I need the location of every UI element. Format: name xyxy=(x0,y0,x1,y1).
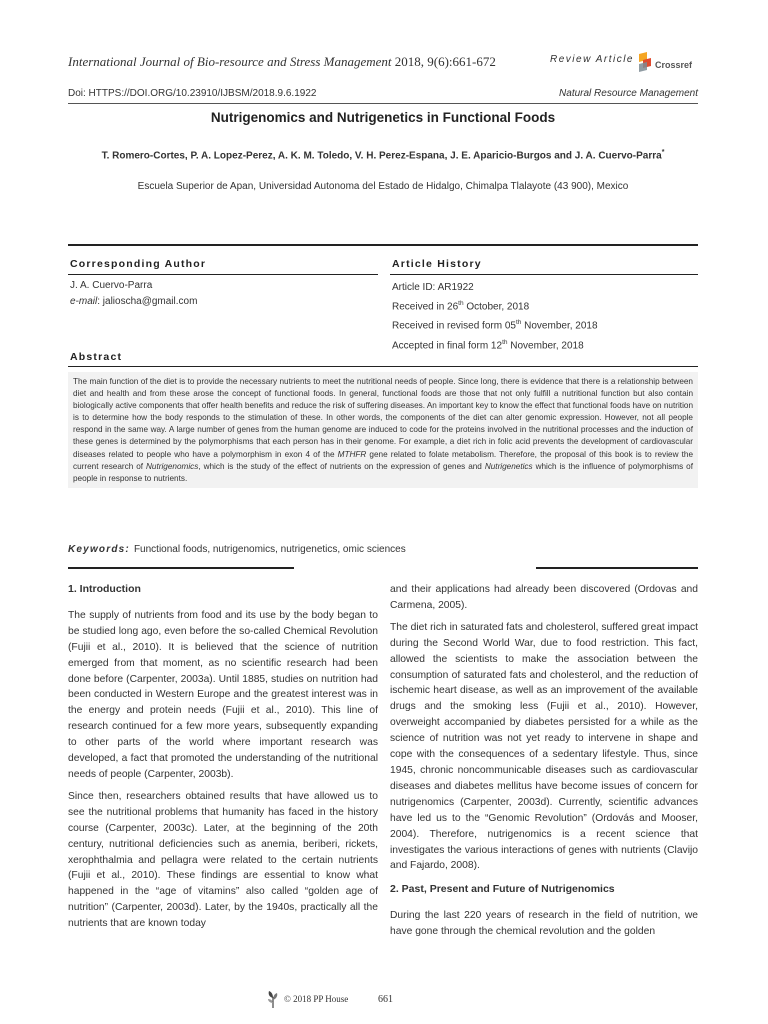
author-email xyxy=(70,294,197,310)
article-id: Article ID: AR1922 xyxy=(392,282,474,293)
article-title: Nutrigenomics and Nutrigenetics in Functional Foods xyxy=(210,110,556,125)
subject-category: Natural Resource Management xyxy=(559,88,698,99)
authors-names: T. Romero-Cortes, P. A. Lopez-Perez, A. K. M. Toledo, V. H. Perez-Espana, J. E. Aparicio-Burgos and J. A. Cuervo-Parra xyxy=(101,150,662,162)
article-history-info xyxy=(392,280,598,354)
keywords xyxy=(68,544,698,555)
corresponding-divider xyxy=(68,274,378,275)
doi-link[interactable]: Doi: HTTPS://DOI.ORG/10.23910/IJBSM/2018.9.6.1922 xyxy=(68,88,317,99)
crossref-icon xyxy=(638,52,652,72)
abstract-body: The main function of the diet is to provide the necessary nutrients to meet the nutritional needs of people. Since long, there is evidence that there is a relationship between diet and health and from these arose the concept of functional foods. In general, functional foods are those that not only fulfill a nutritional function but also contain biologically active components that offer health benefits and reduce the risk of suffering diseases. An important key to know the effect that functional foods have on nutrition is to determine how the body responds to the stimulation of these. In other words, the components of the diet can alter genomic expression. However, not all people respond in the same way. A large number of genes from the human genome are induced to code for the proteins involved in the nutritional processes and the induction of these genes is determined by the polymorphisms that each person has in their genome. For example, a diet rich in folic acid prevents the development of cardiovascular diseases related to people who have a polymorphism in exon 4 of the MTHFR gene related to folate metabolism. Therefore, the proposal of this book is to review the current research of Nutrigenomics, which is the study of the effect of nutrients on the expression of genes and Nutrigenetics which is the influence of polymorphisms of people in response to nutrients. xyxy=(68,372,698,488)
page-number: 661 xyxy=(378,994,393,1005)
gene-name: MTHFR xyxy=(337,449,367,459)
article-type-label: Review Article xyxy=(550,54,634,65)
journal-volume: 2018, 9(6):661-672 xyxy=(391,54,496,69)
doi-line xyxy=(68,86,698,102)
paragraph: The supply of nutrients from food and its use by the body began to be studied long ago, even before the so-called Chemical Revolution (Fujii et al., 2010). It is believed that the science of nutrition emerged from that moment, as no scientific research had been done before (Carpenter, 2003a). Until 1885, studies on nutrition had been conducted in Western Europe and the greatest interest was in the energy and protein needs (Fujii et al., 2010). This line of research continued for a few more years, subsequently expanding to other parts of the world where important research was developed, a fact that promoted the understanding of the nutritional needs of people (Carpenter, 2003b). xyxy=(68,609,378,780)
email-address[interactable]: : jalioscha@gmail.com xyxy=(97,296,198,307)
crossref-label: Crossref xyxy=(655,60,693,70)
journal-citation xyxy=(68,54,496,70)
corresponding-mark: * xyxy=(661,149,665,156)
body-column-right xyxy=(390,582,698,946)
body-column-left xyxy=(68,582,378,938)
title-divider xyxy=(68,244,698,246)
author-affiliation: Escuela Superior de Apan, Universidad Autonoma del Estado de Hidalgo, Chimalpa Tlalayote (43 900), Mexico xyxy=(137,181,629,192)
author-name: J. A. Cuervo-Parra xyxy=(70,280,153,291)
publisher-leaf-icon xyxy=(266,990,280,1008)
paragraph: During the last 220 years of research in the field of nutrition, we have gone through the chemical revolution and the golden xyxy=(390,910,698,938)
page-footer xyxy=(266,990,506,1010)
section-heading-past-present-future: 2. Past, Present and Future of Nutrigenomics xyxy=(390,883,615,896)
corresponding-author-heading: Corresponding Author xyxy=(70,258,207,270)
journal-title: International Journal of Bio-resource and Stress Management xyxy=(68,54,392,69)
paragraph: Since then, researchers obtained results that have allowed us to see the nutritional problems that humanity has faced in the history course (Carpenter, 2003c). Later, at the beginning of the 20th century, nutritional deficiencies such as anemia, beriberi, rickets, xerophthalmia and pellagra were related to the certain nutrients (Fujii et al., 2010). These findings are essential to know what happened in the “age of vitamins” also called “golden age of nutrition” (Carpenter, 2003d). Later, by the 1940s, practically all the nutrients that are known today xyxy=(68,790,378,930)
email-label: e-mail xyxy=(70,296,98,307)
revised-date: Received in revised form 05th November, 2018 xyxy=(392,319,598,332)
abstract-heading: Abstract xyxy=(70,351,123,363)
corresponding-author-info xyxy=(70,278,197,310)
section-heading-introduction: 1. Introduction xyxy=(68,583,141,595)
abstract-divider xyxy=(68,366,698,367)
received-date: Received in 26th October, 2018 xyxy=(392,300,530,313)
crossref-badge[interactable] xyxy=(638,52,698,74)
keywords-label: Keywords: xyxy=(68,544,130,555)
term-nutrigenetics: Nutrigenetics xyxy=(484,461,533,471)
term-nutrigenomics: Nutrigenomics xyxy=(146,461,199,471)
keywords-list: Functional foods, nutrigenomics, nutrigenetics, omic sciences xyxy=(133,544,406,555)
article-history-heading: Article History xyxy=(392,258,482,270)
copyright-notice: © 2018 PP House xyxy=(284,994,349,1004)
keywords-divider-right xyxy=(536,567,698,569)
paragraph: and their applications had already been discovered (Ordovas and Carmena, 2005). xyxy=(390,584,698,611)
accepted-date: Accepted in final form 12th November, 2018 xyxy=(392,338,584,351)
paragraph: The diet rich in saturated fats and cholesterol, suffered great impact during the Second World War, due to food restriction. This fact, allowed the scientists to make the association between the consumption of saturated fats and cholesterol, and the reduction of ischemic heart disease, as well as an improvement of the available drugs and the smoking less (Fujii et al., 2010). However, overweight accompanied by diabetes persisted for a while as the science of nutrition was not yet ready to intervene in shape and cope with the consequences of a sedentary lifestyle. Thus, since 1945, chronic noncommunicable diseases such as cardiovascular diseases and diabetes mellitus have become issues of concern for nutrigenomics (Carpenter, 2003d). Currently, scientific advances have led us to the “Genomic Revolution” (Ordovás and Mooser, 2004). Therefore, nutrigenomics is a recent science that investigates the various interactions of genes with nutrients (Clavijo and Fajardo, 2008). xyxy=(390,621,698,872)
history-divider xyxy=(390,274,698,275)
journal-header xyxy=(68,52,698,74)
keywords-divider-left xyxy=(68,567,294,569)
author-list xyxy=(68,149,698,161)
header-divider xyxy=(68,103,698,104)
